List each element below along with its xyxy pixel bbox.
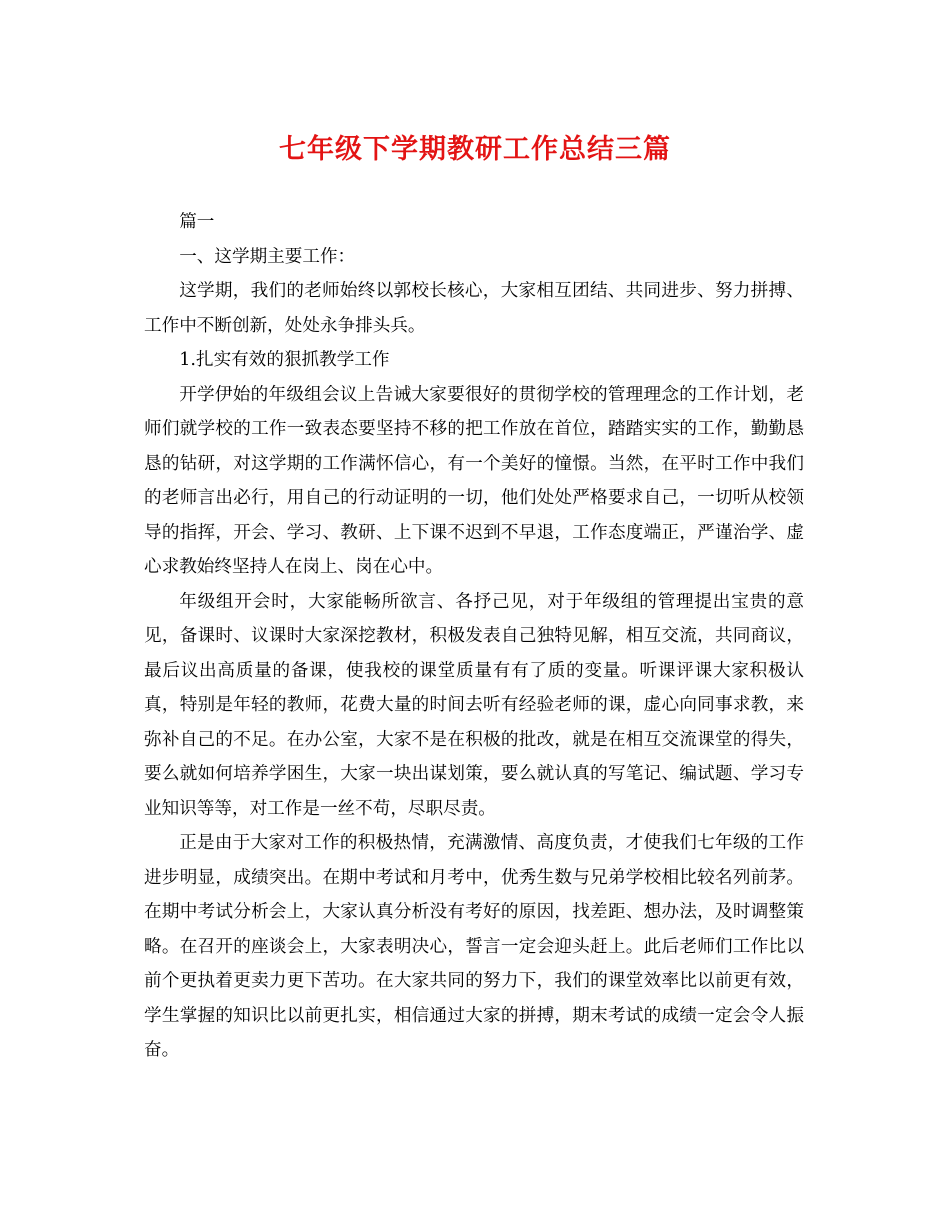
- numbered-heading: 1.扎实有效的狠抓教学工作: [179, 350, 390, 370]
- document-body: [144, 205, 804, 1068]
- document-title: 七年级下学期教研工作总结三篇: [279, 134, 671, 165]
- paragraph: 年级组开会时，大家能畅所欲言、各抒己见，对于年级组的管理提出宝贵的意见，备课时、议课时大家深挖教材，积极发表自己独特见解，相互交流，共同商议，最后议出高质量的备课，使我校的课堂质量有有了质的变量。听课评课大家积极认真，特别是年轻的教师，花费大量的时间去听有经验老师的课，虚心向同事求教，来弥补自己的不足。在办公室，大家不是在积极的批改，就是在相互交流课堂的得失，要么就如何培养学困生，大家一块出谋划策，要么就认真的写笔记、编试题、学习专业知识等等，对工作是一丝不苟，尽职尽责。: [144, 591, 804, 819]
- paragraph: 正是由于大家对工作的积极热情，充满激情、高度负责，才使我们七年级的工作进步明显，成绩突出。在期中考试和月考中，优秀生数与兄弟学校相比较名列前茅。在期中考试分析会上，大家认真分析没有考好的原因，找差距、想办法，及时调整策略。在召开的座谈会上，大家表明决心，誓言一定会迎头赶上。此后老师们工作比以前个更执着更卖力更下苦功。在大家共同的努力下，我们的课堂效率比以前更有效，学生掌握的知识比以前更扎实，相信通过大家的拼搏，期末考试的成绩一定会令人振奋。: [144, 833, 804, 1060]
- section-heading: 篇一: [179, 212, 215, 232]
- paragraph: 这学期，我们的老师始终以郭校长核心，大家相互团结、共同进步、努力拼搏、工作中不断创新，处处永争排头兵。: [144, 281, 804, 336]
- subsection-heading: 一、这学期主要工作：: [179, 246, 356, 267]
- paragraph: 开学伊始的年级组会议上告诫大家要很好的贯彻学校的管理理念的工作计划，老师们就学校的工作一致表态要坚持不移的把工作放在首位，踏踏实实的工作，勤勤恳恳的钻研，对这学期的工作满怀信心，有一个美好的憧憬。当然，在平时工作中我们的老师言出必行，用自己的行动证明的一切，他们处处严格要求自己，一切听从校领导的指挥，开会、学习、教研、上下课不迟到不早退，工作态度端正，严谨治学、虚心求教始终坚持人在岗上、岗在心中。: [144, 384, 804, 577]
